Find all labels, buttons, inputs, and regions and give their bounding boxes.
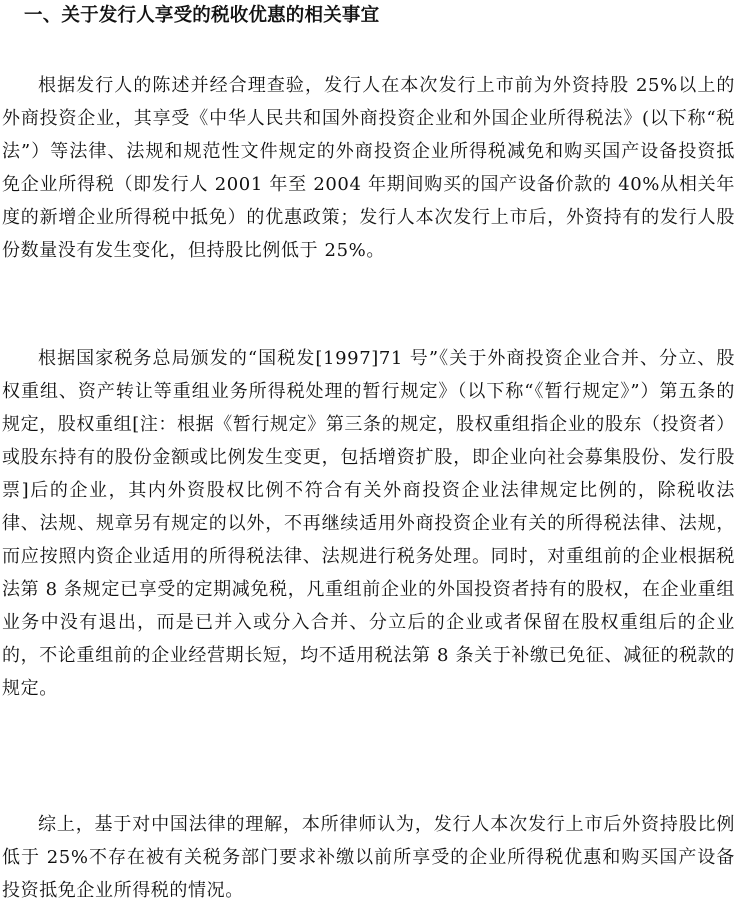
section-heading: 一、关于发行人享受的税收优惠的相关事宜 [24, 5, 380, 26]
paragraph-restructuring-rules: 根据国家税务总局颁发的“国税发[1997]71 号”《关于外商投资企业合并、分立、股权重组、资产转让等重组业务所得税处理的暂行规定》（以下称“《暂行规定》”）第五条的规定，股权重组[注：根据《暂行规定》第三条的规定，股权重组指企业的股东（投资者）或股东持有的股份金额或比例发生变更，包括增资扩股，即企业向社会募集股份、发行股票]后的企业，其内外资股权比例不符合有关外商投资企业法律规定比例的，除税收法律、法规、规章另有规定的以外，不再继续适用外商投资企业有关的所得税法律、法规，而应按照内资企业适用的所得税法律、法规进行税务处理。同时，对重组前的企业根据税法第 8 条规定已享受的定期减免税，凡重组前企业的外国投资者持有的股权，在企业重组业务中没有退出，而是已并入或分入合并、分立后的企业或者保留在股权重组后的企业的，不论重组前的企业经营期长短，均不适用税法第 8 条关于补缴已免征、减征的税款的规定。 [2, 348, 736, 699]
paragraph-tax-preferences: 根据发行人的陈述并经合理查验，发行人在本次发行上市前为外资持股 25%以上的外商投资企业，其享受《中华人民共和国外商投资企业和外国企业所得税法》(以下称“税法”）等法律、法规和规范性文件规定的外商投资企业所得税减免和购买国产设备投资抵免企业所得税（即发行人 2001 年至 2004 年期间购买的国产设备价款的 40%从相关年度的新增企业所得税中抵免）的优惠政策；发行人本次发行上市后，外资持有的发行人股份数量没有发生变化，但持股比例低于 25%。 [2, 75, 735, 261]
paragraph-conclusion: 综上，基于对中国法律的理解，本所律师认为，发行人本次发行上市后外资持股比例低于 25%不存在被有关税务部门要求补缴以前所享受的企业所得税优惠和购买国产设备投资抵免企业所得税的情况。 [2, 814, 735, 901]
